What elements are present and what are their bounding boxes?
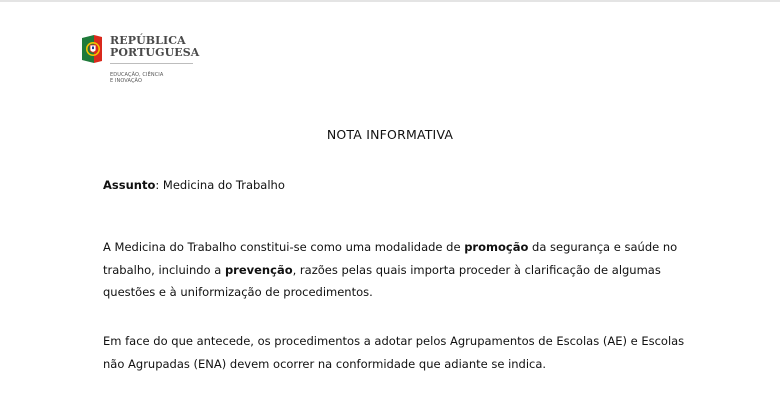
logo-wordmark (110, 35, 199, 58)
subject-separator: : (155, 178, 163, 192)
document-title: NOTA INFORMATIVA (326, 127, 454, 142)
ministry-name (110, 72, 163, 84)
text-run: da segurança e saúde no (528, 240, 678, 254)
republica-portuguesa-logo (80, 33, 220, 93)
ministry-line-1: EDUCAÇÃO, CIÊNCIA (110, 72, 164, 78)
logo-line-1: REPÚBLICA (110, 34, 186, 47)
paragraph-2 (103, 330, 713, 375)
paragraph-2-line-1: Em face do que antecede, os procedimentos a adotar pelos Agrupamentos de Escolas (AE) e Escolas (103, 334, 685, 348)
paragraph-1-line-3: questões e à uniformização de procedimentos. (103, 285, 373, 299)
logo-divider (110, 63, 193, 64)
subject-label: Assunto (103, 178, 156, 192)
paragraph-1-line-2 (103, 259, 713, 282)
text-run: , razões pelas quais importa proceder à clarificação de algumas (292, 262, 661, 277)
bold-text-prevencao: prevenção (224, 262, 293, 277)
text-run: A Medicina do Trabalho constitui-se como uma modalidade de (103, 240, 465, 254)
paragraph-1 (103, 236, 713, 304)
subject-line (103, 174, 713, 197)
logo-line-2: PORTUGUESA (110, 45, 200, 59)
subject-value: Medicina do Trabalho (162, 178, 285, 192)
bold-text-promocao: promoção (464, 240, 529, 254)
paragraph-2-line-2: não Agrupadas (ENA) devem ocorrer na conformidade que adiante se indica. (103, 356, 547, 371)
ministry-line-2: E INOVAÇÃO (110, 78, 143, 84)
portugal-emblem-icon (80, 34, 104, 64)
text-run: trabalho, incluindo a (103, 262, 225, 277)
paragraph-1-line-1 (103, 236, 713, 259)
